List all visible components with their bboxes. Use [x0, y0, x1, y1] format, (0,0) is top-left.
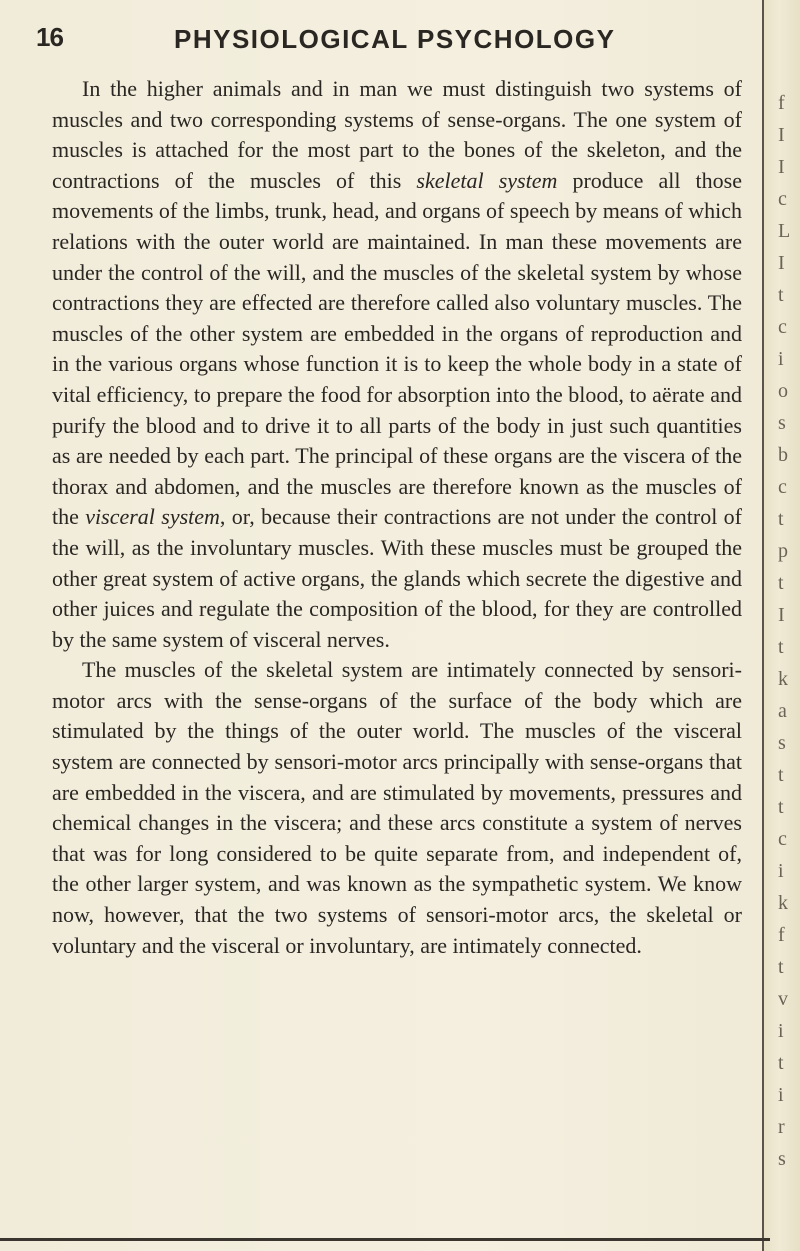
page-number: 16 — [36, 22, 63, 52]
edge-glyph: b — [778, 444, 788, 466]
edge-glyph: t — [778, 764, 784, 786]
adjacent-page-edge — [762, 0, 800, 1251]
edge-glyph: t — [778, 956, 784, 978]
edge-glyph: s — [778, 412, 786, 434]
edge-glyph: o — [778, 380, 788, 402]
edge-glyph: t — [778, 572, 784, 594]
edge-glyph: i — [778, 1020, 784, 1042]
edge-glyph: t — [778, 636, 784, 658]
body-text — [52, 74, 742, 961]
paragraph-1-text-c: , or, because their contractions are not under the control of the will, as the involuntary muscles. With these muscles must be grouped the other great system of active organs, the glands which secrete the digestive and other juices and regulate the composition of the blood, for they are controlled by the same system of visceral nerves. — [52, 504, 742, 652]
paragraph-1 — [52, 74, 742, 655]
edge-glyph: c — [778, 828, 787, 850]
edge-glyph: k — [778, 892, 788, 914]
edge-glyph: c — [778, 316, 787, 338]
page-header — [36, 22, 756, 62]
paragraph-1-italic-term-2: visceral system — [85, 504, 220, 530]
edge-glyph: I — [778, 156, 785, 178]
edge-glyph: c — [778, 476, 787, 498]
edge-glyph: t — [778, 796, 784, 818]
edge-glyph: i — [778, 860, 784, 882]
edge-glyph: p — [778, 540, 788, 562]
edge-glyph: i — [778, 1084, 784, 1106]
edge-glyph: r — [778, 1116, 785, 1138]
edge-glyph: s — [778, 1148, 786, 1170]
edge-glyph: f — [778, 924, 785, 946]
edge-glyph: I — [778, 604, 785, 626]
edge-glyph: I — [778, 252, 785, 274]
paragraph-1-text-b: produce all those movements of the limbs, trunk, head, and organs of speech by means of which relations with the outer world are maintained. In man these movements are under the control of the will, and the muscles of the skeletal system by whose contractions they are effected are therefore called also voluntary muscles. The muscles of the other system are embedded in the organs of reproduction and in the various organs whose function it is to keep the whole body in a state of vital efficiency, to prepare the food for absorption into the blood, to aërate and purify the blood and to drive it to all parts of the body in just such quantities as are needed by each part. The principal of these organs are the viscera of the thorax and abdomen, and the muscles are therefore known as the muscles of the — [52, 167, 742, 530]
edge-glyph: I — [778, 124, 785, 146]
edge-glyph: a — [778, 700, 787, 722]
page-bottom-edge — [0, 1238, 770, 1241]
edge-glyph: t — [778, 508, 784, 530]
paragraph-1-text-a: In the higher animals and in man we must distinguish two systems of muscles and two corresponding systems of sense-organs. The one system of muscles is attached for the most part to the bones of the skeleton, and the contractions of the muscles of this — [52, 76, 742, 193]
edge-glyph: k — [778, 668, 788, 690]
edge-glyph: L — [778, 220, 791, 242]
edge-glyph: v — [778, 988, 788, 1010]
edge-glyph: i — [778, 348, 784, 370]
paragraph-2: The muscles of the skeletal system are intimately connected by sensori-motor arcs with the sense-organs of the surface of the body which are stimulated by the things of the outer world. The muscles of the visceral system are connected by sensori-motor arcs principally with sense-organs that are embedded in the viscera, and are stimulated by movements, pressures and chemical changes in the viscera; and these arcs constitute a system of nerves that was for long considered to be quite separate from, and independent of, the other larger system, and was known as the sympathetic system. We know now, however, that the two systems of sensori-motor arcs, the skeletal or voluntary and the visceral or involuntary, are intimately connected. — [52, 657, 742, 958]
running-head: PHYSIOLOGICAL PSYCHOLOGY — [174, 24, 616, 54]
paragraph-1-italic-term-1: skeletal system — [416, 167, 558, 193]
edge-glyph: t — [778, 284, 784, 306]
edge-glyph: c — [778, 188, 787, 210]
edge-glyph: s — [778, 732, 786, 754]
edge-glyph: f — [778, 92, 785, 114]
edge-glyph: t — [778, 1052, 784, 1074]
